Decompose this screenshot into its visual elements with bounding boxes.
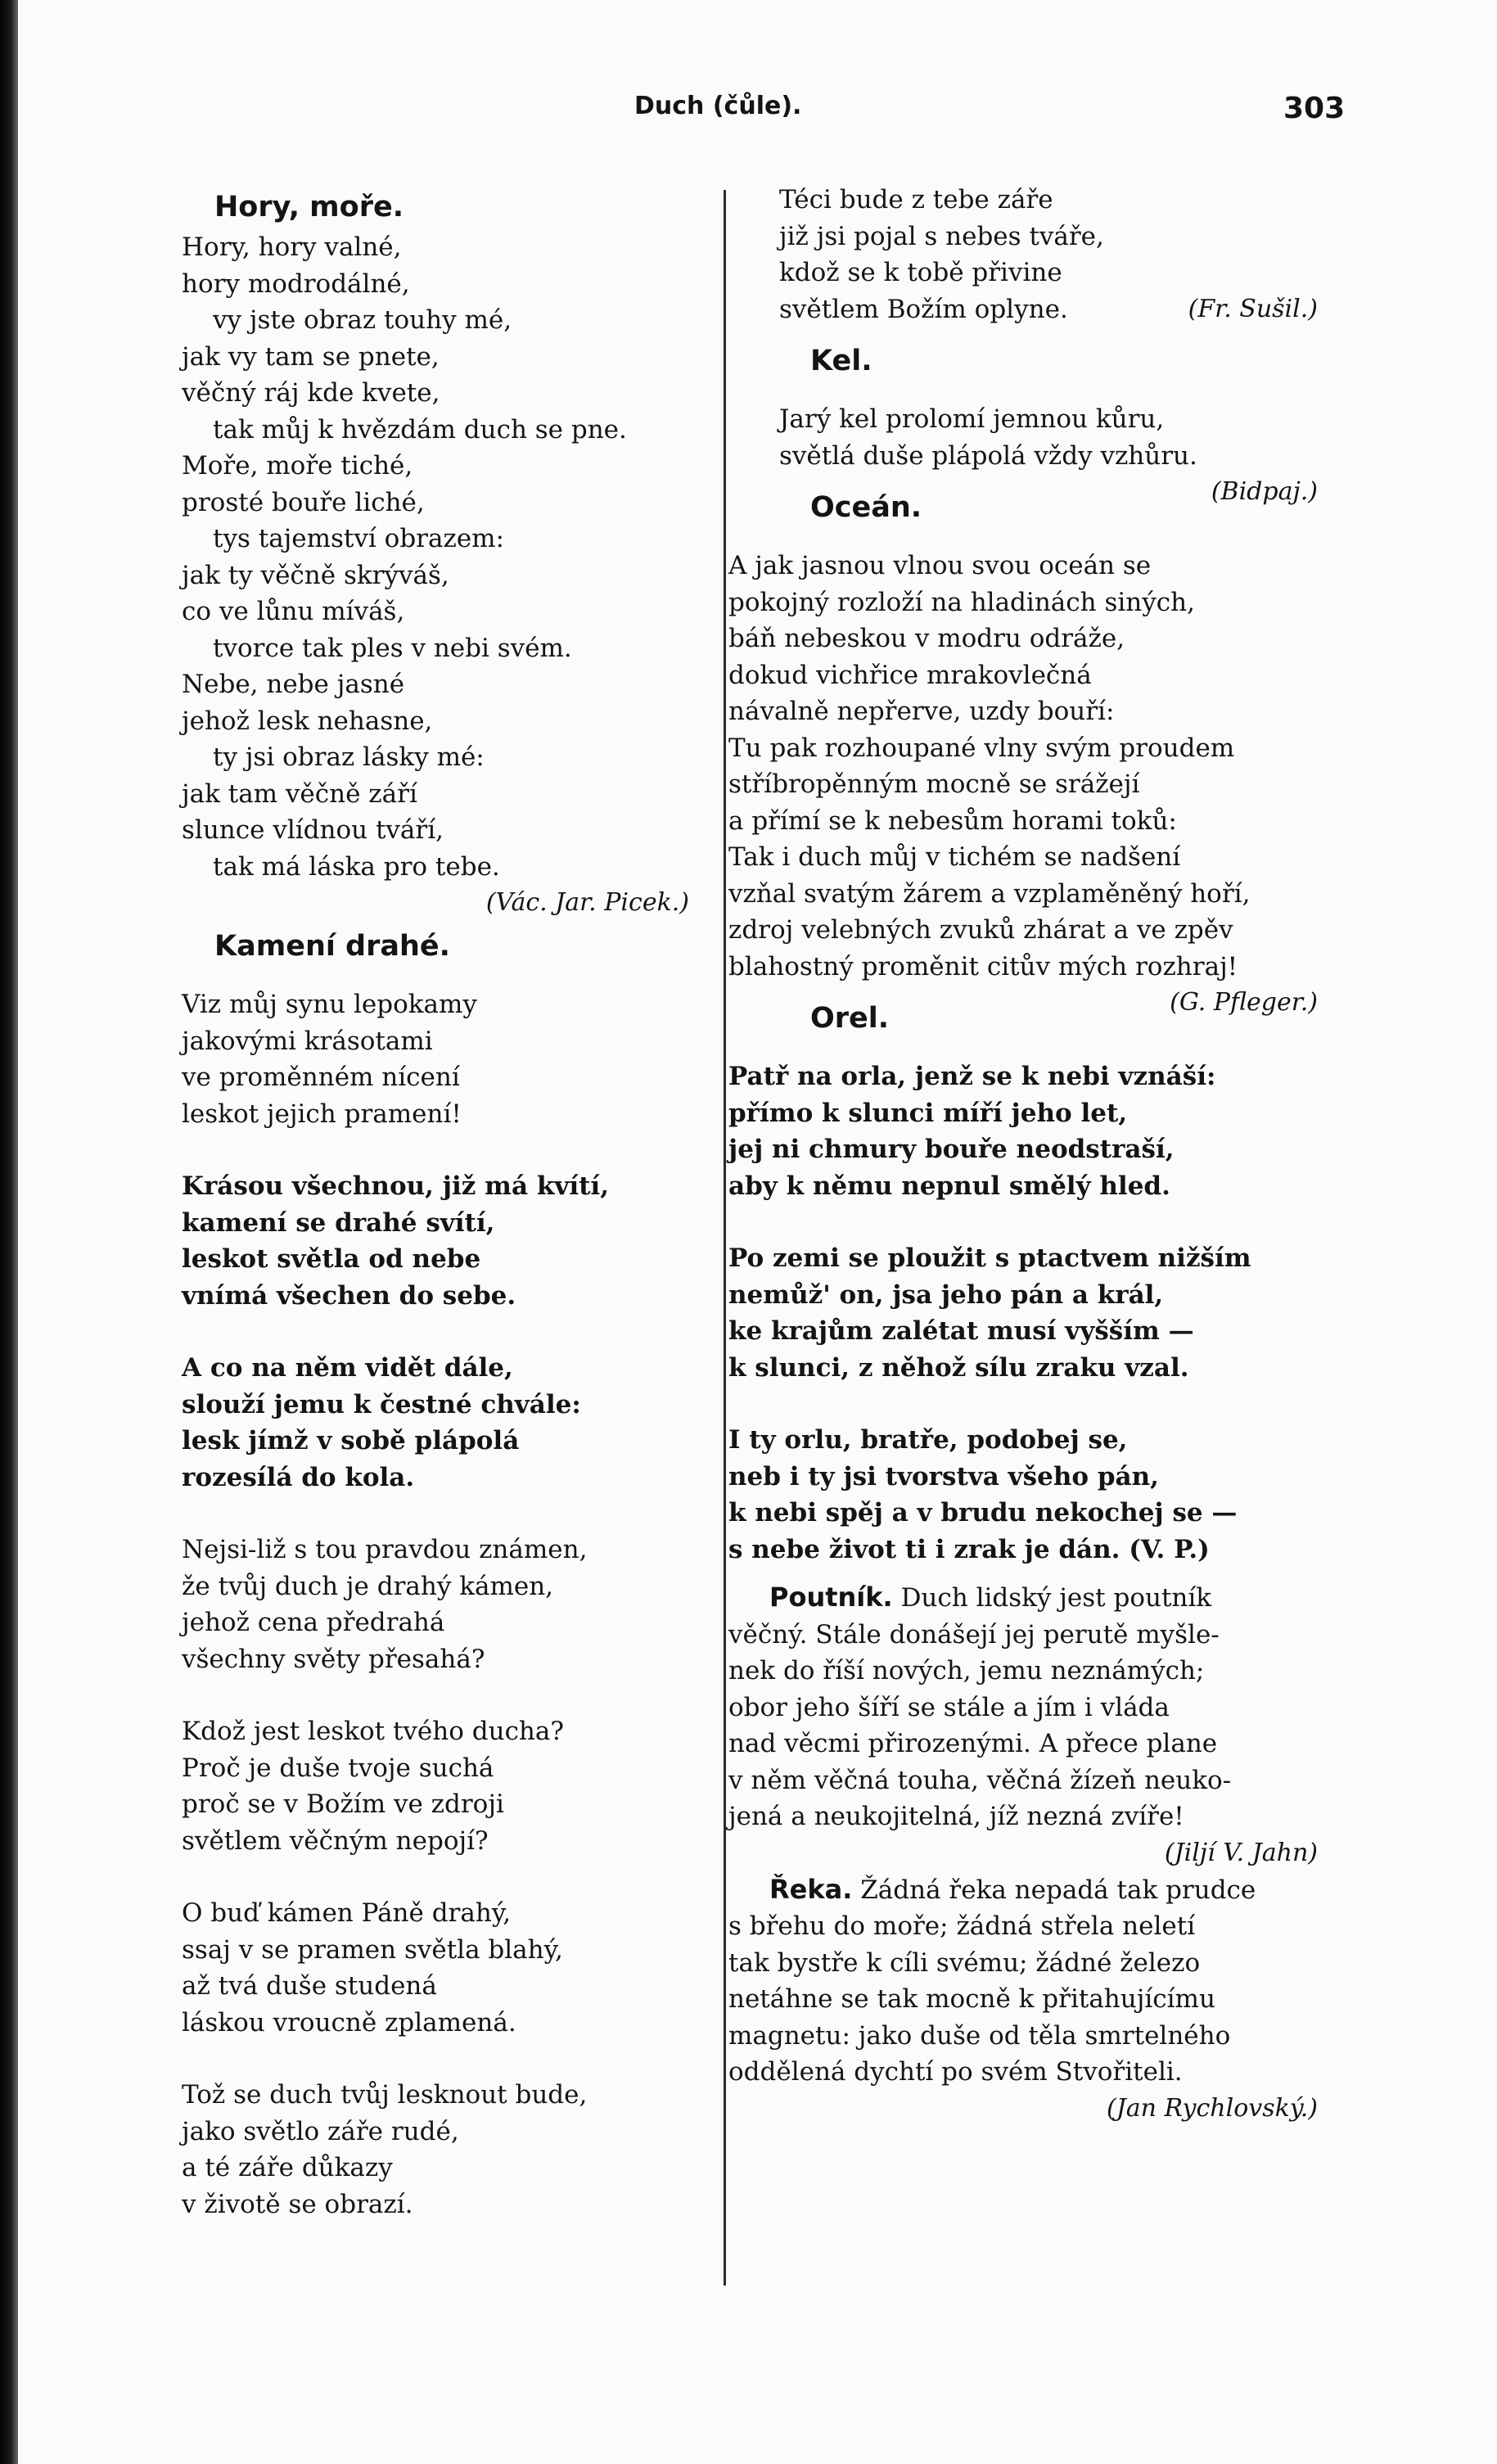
poem-line: vnímá všechen do sebe. [182,1280,516,1311]
poem-ocean [728,485,1318,1021]
poem-line: všechny světy přesahá? [182,1644,485,1674]
prose-line: obor jeho šíří se stále a jím i vláda [728,1692,1170,1722]
poem-line [728,1579,1318,1617]
poem-line: ssaj v se pramen světla blahý, [182,1934,563,1965]
poem-line: neb i ty jsi tvorstva všeho pán, [728,1461,1159,1491]
poem-orel [728,996,1318,1568]
poem-line: Nebe, nebe jasné [182,670,405,699]
stanza [728,1240,1318,1386]
poem-line: světlá duše plápolá vždy vzhůru. [779,440,1197,471]
running-head: Duch (čůle). [634,92,802,120]
poem-line: k nebi spěj a v brudu nekochej se — [728,1498,1238,1528]
poem-line: Moře, moře tiché, [182,451,413,481]
poem-line: Téci bude z tebe záře [779,185,1053,214]
poem-line: lesk jímž v sobě plápolá [182,1426,520,1455]
poem-line: tys tajemství obrazem: [213,524,505,553]
poem-line: Krásou všechnou, již má kvítí, [182,1171,609,1201]
stanza [182,1350,689,1496]
author-credit: (Jan Rychlovský.) [1107,2093,1318,2123]
poem-line: I ty orlu, bratře, podobej se, [728,1425,1128,1455]
prose-line: věčný. Stále donášejí jej perutě myšle- [728,1619,1220,1649]
prose-line: oddělená dychtí po svém Stvořiteli. [728,2057,1183,2087]
prose-line: v něm věčná touha, věčná žízeň neuko- [728,1765,1232,1795]
poem-line: jej ni chmury bouře neodstraší, [728,1135,1175,1164]
poem-line: Tu pak rozhoupané vlny svým proudem [728,733,1235,763]
poem-line: jakovými krásotami [182,1026,433,1056]
poem-line: v životě se obrazí. [182,2189,413,2219]
poem-line: světlem Božím oplyne. [779,294,1068,324]
section-heading: Kamení drahé. [214,930,450,963]
poem-line: pokojný rozloží na hladinách siných, [728,587,1195,617]
author-credit: (G. Pfleger.) [1170,988,1318,1017]
poem-line: jehož lesk nehasne, [182,706,433,736]
poem-line: kamení se drahé svítí, [182,1207,495,1238]
prose-line: s břehu do moře; žádná střela neletí [728,1911,1196,1941]
poem-line: s nebe život ti i zrak je dán. (V. P.) [728,1534,1210,1564]
poem-line: ve proměnném nícení [182,1063,460,1092]
prose-reka [728,1871,1318,2127]
poem-line: slouží jemu k čestné chvále: [182,1389,581,1419]
poem-line: a té záře důkazy [182,2153,393,2182]
section-heading: Oceán. [810,491,922,524]
page-number: 303 [1283,92,1346,125]
poem-line: zdroj velebných zvuků zhárat a ve zpěv [728,915,1233,945]
poem-line: dokud vichřice mrakovlečná [728,660,1092,690]
section-heading: Hory, moře. [214,191,404,223]
poem-line: leskot světla od nebe [182,1244,481,1274]
poem-line: Tož se duch tvůj lesknout bude, [182,2080,588,2110]
poem-line: slunce vlídnou tváří, [182,815,444,845]
poem-line: Kdož jest leskot tvého ducha? [182,1717,564,1746]
poem-line: Viz můj synu lepokamy [182,990,477,1019]
prose-line: netáhne se tak mocně k přitahujícímu [728,1984,1215,2014]
poem-line: kdož se k tobě přivine [779,258,1062,287]
poem-kameni-drahe [182,924,689,2223]
poem-line: jak tam věčně září [182,778,417,809]
poem-line: ke krajům zalétat musí vyšším — [728,1316,1194,1346]
poem-line: A jak jasnou vlnou svou oceán se [728,551,1152,580]
poem-line: co ve lůnu míváš, [182,597,405,626]
section-heading: Orel. [810,1002,890,1035]
poem-line: Jarý kel prolomí jemnou kůru, [779,404,1165,434]
poem-line: k slunci, z něhož sílu zraku vzal. [728,1352,1189,1383]
poem-line: stříbropěnným mocně se srážejí [728,769,1140,799]
poem-line: Proč je duše tvoje suchá [182,1753,494,1783]
poem-line: Po zemi se ploužit s ptactvem nižším [728,1243,1251,1273]
poem-line: O buď kámen Páně drahý, [182,1898,512,1928]
poem-line: vy jste obraz touhy mé, [213,305,512,335]
stanza [182,1532,689,1677]
prose-line: jená a neukojitelná, jíž nezná zvíře! [728,1802,1184,1831]
author-credit: (Bidpaj.) [1211,477,1318,506]
column-divider [724,190,726,2286]
stanza [182,2077,689,2223]
poem-line: tvorce tak ples v nebi svém. [213,633,572,663]
poem-line: A co na něm vidět dále, [182,1353,513,1383]
author-credit: (Vác. Jar. Picek.) [485,888,689,917]
stanza [182,1168,689,1314]
poem-line: světlem věčným nepojí? [182,1825,489,1856]
poem-line: jak ty věčně skrýváš, [182,560,449,590]
left-column [182,182,689,2223]
scan-edge-shadow [0,0,18,2464]
poem-line: tak můj k hvězdám duch se pne. [213,414,627,445]
poem-line: nemůž' on, jsa jeho pán a král, [728,1279,1164,1310]
poem-line: jehož cena předrahá [182,1608,445,1637]
poem-kel [728,339,1318,510]
prose-line: nek do říší nových, jemu neznámých; [728,1656,1205,1686]
prose-poutnik [728,1579,1318,1871]
poem-line: jak vy tam se pnete, [182,341,440,372]
poem-line: Tak i duch můj v tichém se nadšení [728,842,1181,872]
poem-line: až tvá duše studená [182,1971,437,2001]
prose-line: tak bystře k cíli svému; žádné železo [728,1947,1201,1978]
section-heading: Řeka. [769,1873,853,1905]
poem-line: proč se v Božím ve zdroji [182,1789,504,1819]
poem-line: věčný ráj kde kvete, [182,378,440,408]
poem-line: blahostný proměnit citův mých rozhraj! [728,951,1238,982]
poem-line: návalně nepřerve, uzdy bouří: [728,697,1115,726]
poem-line: báň nebeskou v modru odráže, [728,624,1125,653]
poem-line: hory modrodálné, [182,269,410,299]
poem-line: Patř na orla, jenž se k nebi vznáší: [728,1062,1216,1091]
page-header [0,92,1497,133]
stanza [182,1713,689,1859]
poem-line: láskou vroucně zplamená. [182,2007,516,2038]
prose-first-line: Duch lidský jest poutník [900,1583,1212,1613]
section-heading: Poutník. [769,1582,893,1613]
poem-line: Nejsi-liž s tou pravdou známen, [182,1535,588,1564]
poem-line: ty jsi obraz lásky mé: [213,742,485,772]
poem-line: aby k němu nepnul smělý hled. [728,1171,1170,1201]
prose-line: magnetu: jako duše od těla smrtelného [728,2020,1231,2051]
poem-line: a přímí se k nebesům horami toků: [728,806,1177,836]
stanza [182,986,689,1132]
right-column [728,182,1318,2127]
poem-line: jako světlo záře rudé, [182,2116,459,2146]
poem-line: tak má láska pro tebe. [213,851,500,882]
stanza [728,1058,1318,1204]
prose-line: nad věcmi přirozenými. A přece plane [728,1729,1218,1758]
author-credit: (Fr. Sušil.) [1188,295,1318,323]
poem-line: již jsi pojal s nebes tváře, [779,221,1104,251]
poem-hory-more [182,185,689,921]
poem-line: vzňal svatým žárem a vzplaměněný hoří, [728,878,1251,909]
poem-line: přímo k slunci míří jeho let, [728,1098,1128,1128]
poem-line: rozesílá do kola. [182,1462,415,1492]
author-credit: (Jiljí V. Jahn) [1164,1838,1318,1867]
stanza [728,1422,1318,1568]
poem-line: že tvůj duch je drahý kámen, [182,1571,554,1601]
prose-first-line: Žádná řeka nepadá tak prudce [860,1875,1256,1905]
poem-line: prosté bouře liché, [182,487,425,517]
stanza [182,1895,689,2041]
section-heading: Kel. [810,345,872,377]
poem-line [728,1871,1318,1909]
poem-line: Hory, hory valné, [182,232,402,262]
poem-line: leskot jejich pramení! [182,1099,462,1129]
